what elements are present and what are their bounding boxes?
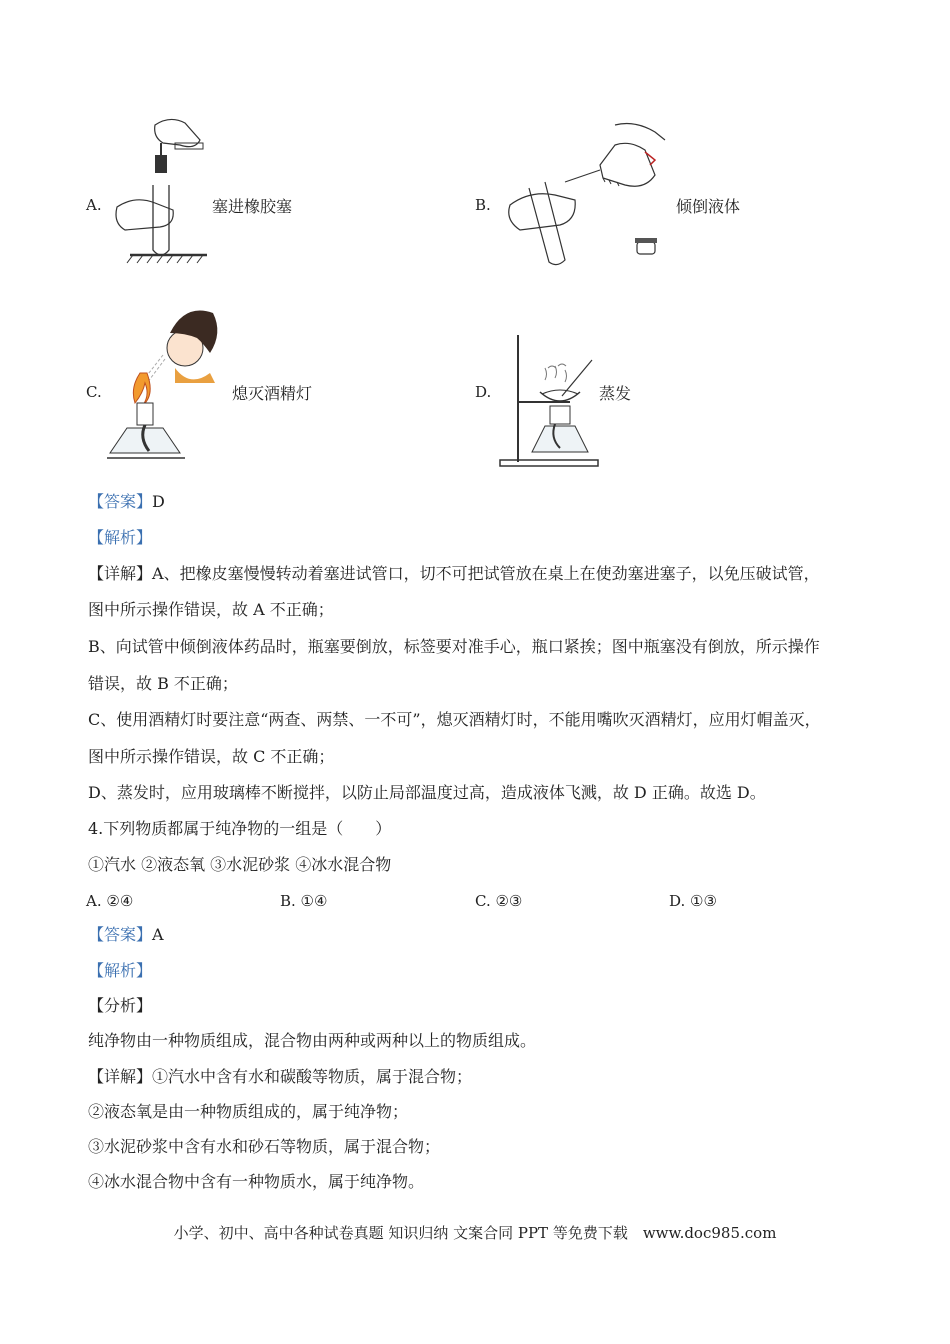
option-c-caption: 熄灭酒精灯: [232, 384, 313, 403]
q4-detail-line-2: ②液态氧是由一种物质组成的，属于纯净物；: [88, 1102, 409, 1121]
q4-fenxi-tag: 【分析】: [88, 996, 153, 1015]
detail-text: ①汽水中含有水和碳酸等物质，属于混合物；: [152, 1067, 473, 1086]
q4-detail-line-3: ③水泥砂浆中含有水和砂石等物质，属于混合物；: [88, 1137, 441, 1156]
answer-value: A: [152, 925, 164, 944]
detail-tag: 【详解】: [88, 564, 153, 583]
q3-detail-line-3: B、向试管中倾倒液体药品时，瓶塞要倒放，标签要对准手心，瓶口紧挨；图中瓶塞没有倒放，所示操作: [88, 637, 820, 656]
q3-detail-line-5: C、使用酒精灯时要注意“两查、两禁、一不可”，熄灭酒精灯时，不能用嘴吹灭酒精灯，应用灯帽盖灭，: [88, 710, 821, 729]
option-b-letter: B.: [475, 196, 491, 214]
option-d-caption: 蒸发: [599, 384, 632, 403]
q4-answer-line: [88, 925, 164, 945]
q3-detail-line-2: 图中所示操作错误，故 A 不正确；: [88, 600, 334, 619]
q4-detail-line-1: [88, 1067, 472, 1087]
q4-detail-line-4: ④冰水混合物中含有一种物质水，属于纯净物。: [88, 1172, 425, 1191]
q4-question: 4.下列物质都属于纯净物的一组是（ ）: [88, 819, 392, 838]
q4-option-d: D. ①③: [669, 892, 717, 910]
q3-detail-line-1: [88, 564, 820, 584]
q4-option-b: B. ①④: [280, 892, 328, 910]
option-a-letter: A.: [86, 196, 102, 214]
answer-tag: 【答案】: [88, 492, 153, 511]
q4-fenxi-text: 纯净物由一种物质组成，混合物由两种或两种以上的物质组成。: [88, 1031, 537, 1050]
q3-detail-line-6: 图中所示操作错误，故 C 不正确；: [88, 747, 335, 766]
page-footer: 小学、初中、高中各种试卷真题 知识归纳 文案合同 PPT 等免费下载 www.doc985.com: [173, 1224, 777, 1242]
option-c-letter: C.: [86, 383, 102, 401]
answer-tag: 【答案】: [88, 925, 153, 944]
option-a-caption: 塞进橡胶塞: [212, 197, 293, 216]
q3-answer-line: [88, 492, 165, 512]
option-d-letter: D.: [475, 383, 492, 401]
blow-out-lamp-illustration: [115, 303, 235, 468]
q4-items: ①汽水 ②液态氧 ③水泥砂浆 ④冰水混合物: [88, 855, 392, 874]
q4-option-c: C. ②③: [475, 892, 523, 910]
q3-analysis-tag: 【解析】: [88, 528, 153, 547]
rubber-stopper-illustration: [115, 115, 215, 270]
q3-detail-line-7: D、蒸发时，应用玻璃棒不断搅拌，以防止局部温度过高，造成液体飞溅，故 D 正确。故选 D。: [88, 783, 766, 802]
evaporation-illustration: [500, 330, 600, 470]
detail-text: A、把橡皮塞慢慢转动着塞进试管口，切不可把试管放在桌上在使劲塞进塞子，以免压破试管，: [152, 564, 820, 583]
q3-detail-line-4: 错误，故 B 不正确；: [88, 674, 238, 693]
q4-option-a: A. ②④: [86, 892, 134, 910]
answer-value: D: [152, 492, 165, 511]
pour-liquid-illustration: [505, 120, 675, 270]
option-b-caption: 倾倒液体: [676, 197, 741, 216]
detail-tag: 【详解】: [88, 1067, 153, 1086]
q4-analysis-tag: 【解析】: [88, 961, 153, 980]
